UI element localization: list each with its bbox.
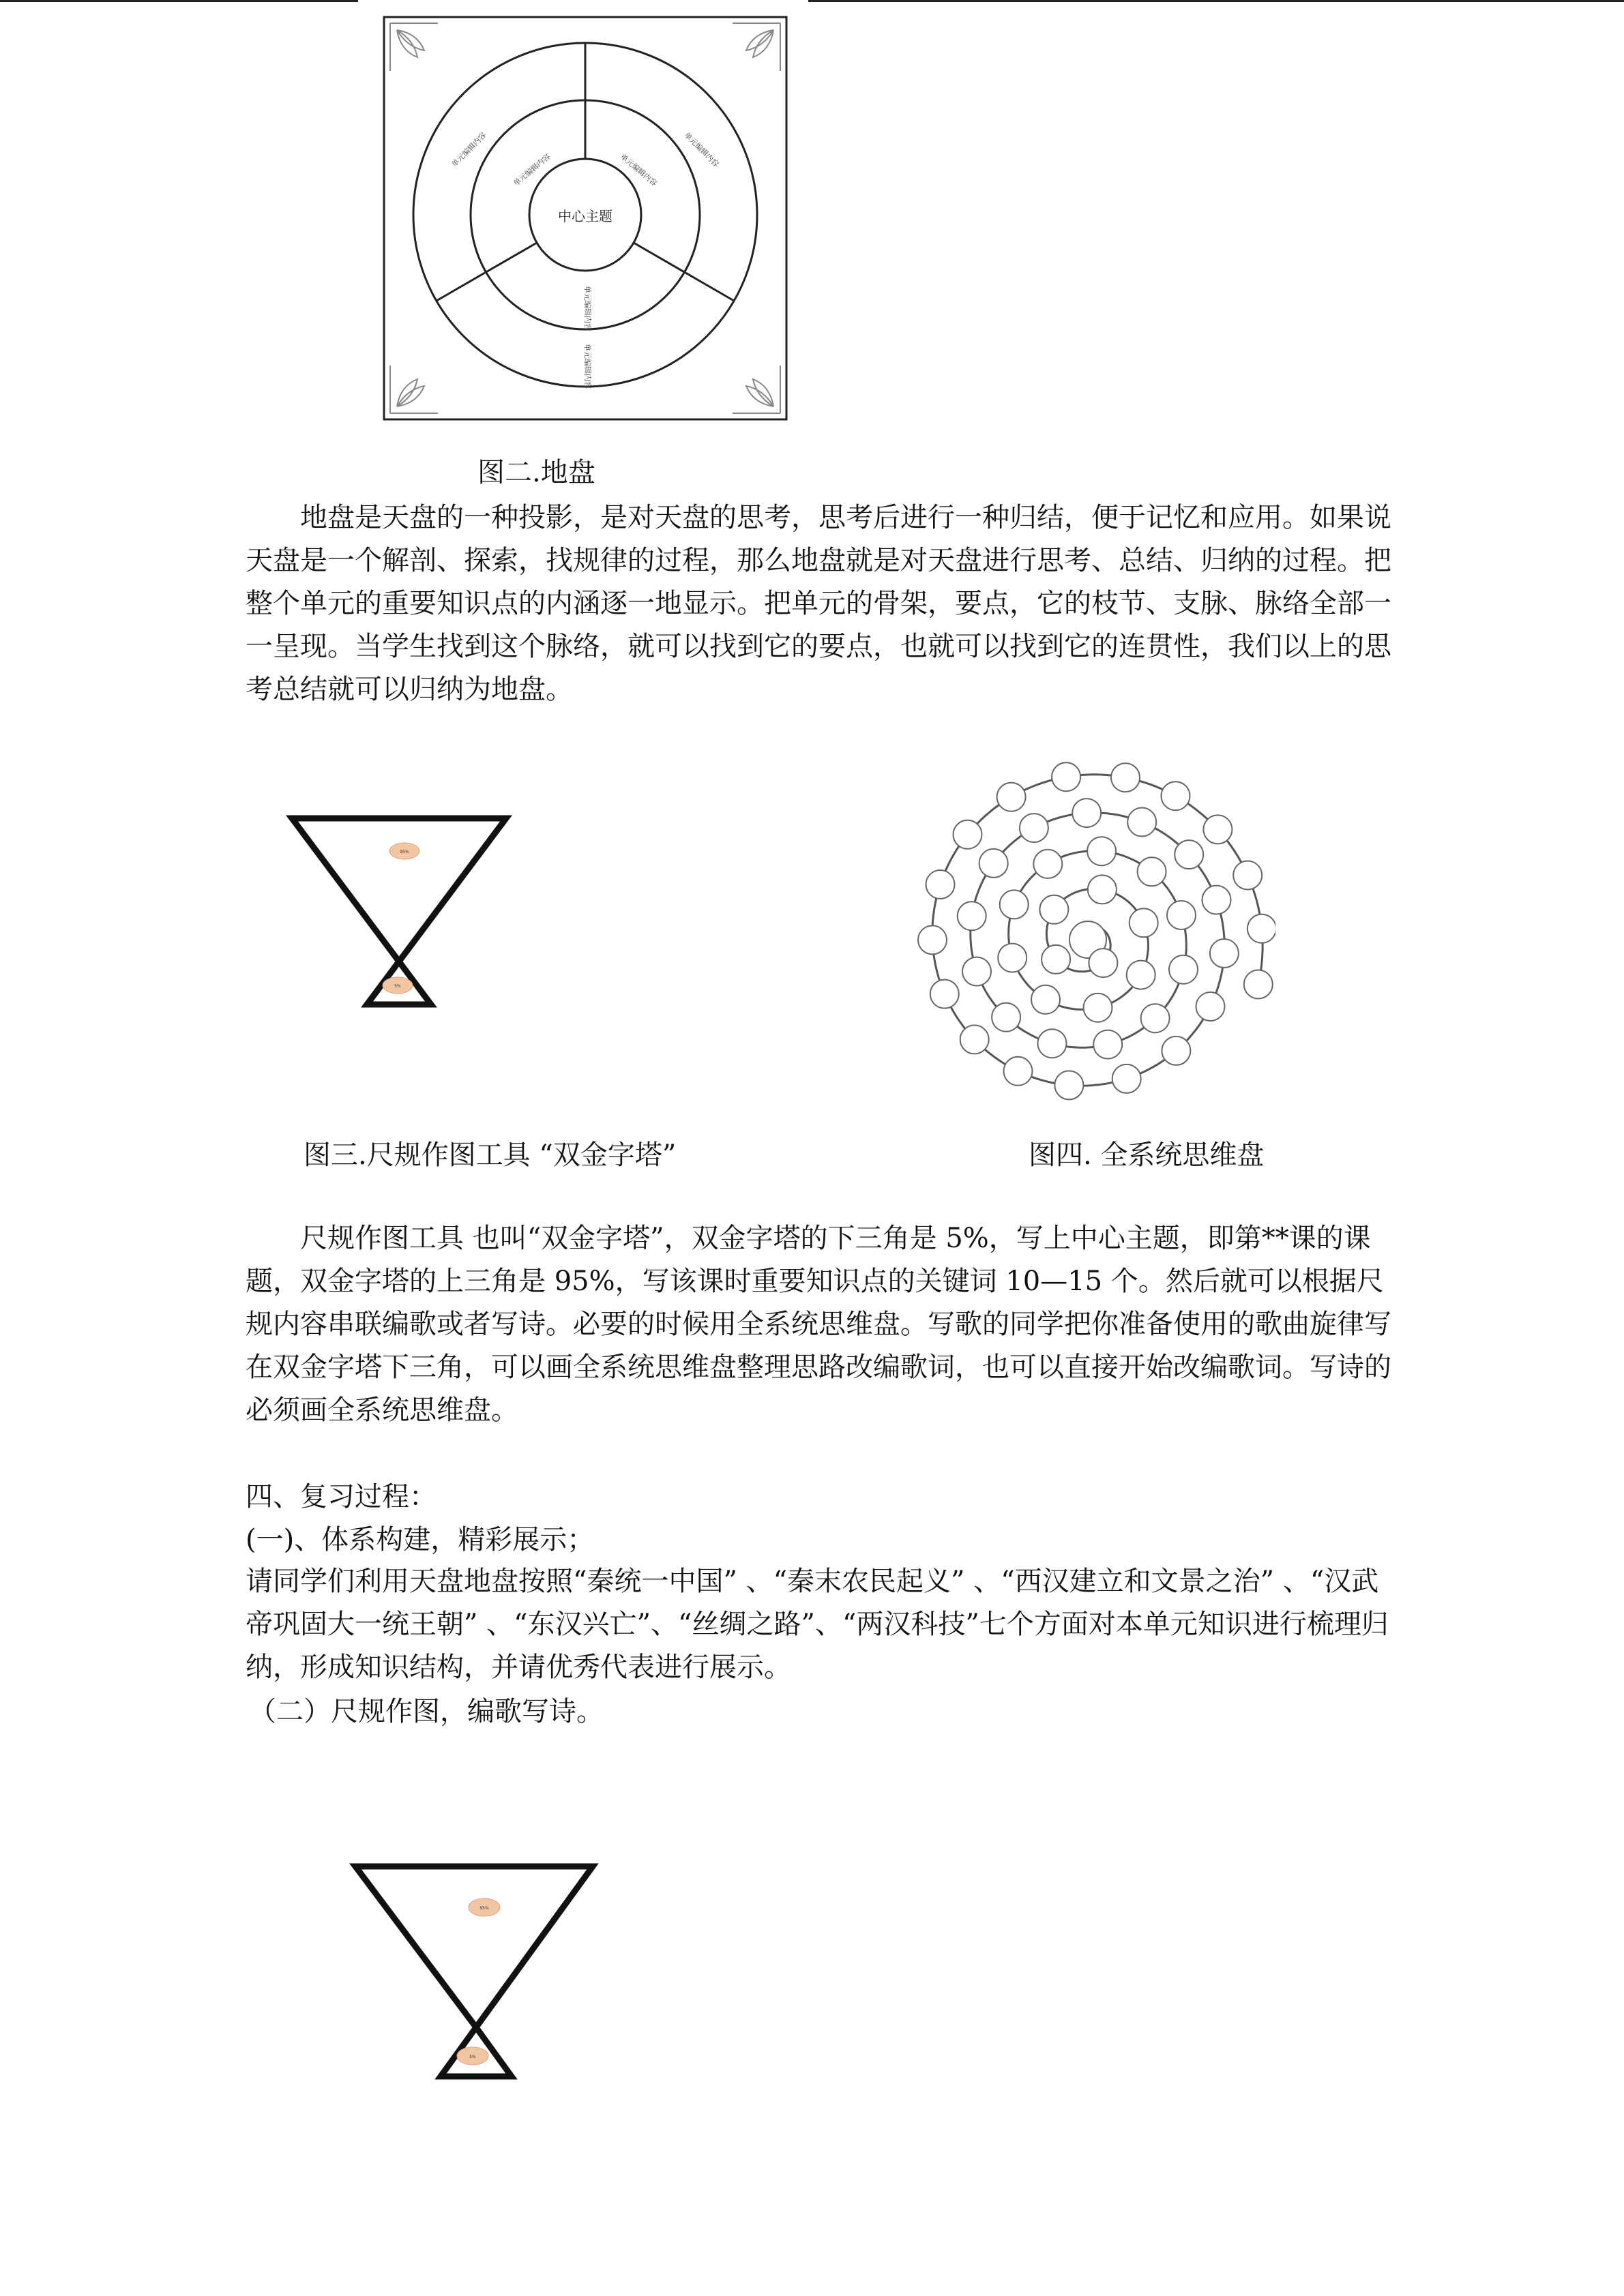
spiral-node xyxy=(1162,781,1190,810)
spiral-node xyxy=(954,820,982,849)
spiral-node xyxy=(1052,762,1080,791)
outer-label-right: 单元编辑内容 xyxy=(682,130,721,169)
section-4-paragraph: 请同学们利用天盘地盘按照“秦统一中国” 、“秦末农民起义” 、“西汉建立和文景之治” 、“汉武帝巩固大一统王朝” 、“东汉兴亡”、“丝绸之路”、“两汉科技”七个方面对本单元知识进行梳理归纳，形成知识结构，并请优秀代表进行展示。 xyxy=(246,1566,1389,1683)
spiral-node xyxy=(1004,1057,1033,1086)
spiral-node xyxy=(1072,799,1101,827)
spiral-node xyxy=(1127,808,1156,837)
spiral-node xyxy=(1089,949,1117,977)
spiral-node xyxy=(1038,1029,1067,1058)
spiral-node xyxy=(1088,875,1117,904)
spiral-node xyxy=(1169,955,1198,984)
spiral-node xyxy=(930,980,959,1009)
spiral-node xyxy=(1112,1064,1141,1093)
spiral-node xyxy=(1196,992,1225,1021)
spiral-node xyxy=(997,783,1026,811)
figure-5-double-pyramid xyxy=(344,1858,604,2090)
spiral-node xyxy=(1033,850,1062,878)
center-topic-label: 中心主题 xyxy=(558,208,612,224)
spiral-node xyxy=(1203,815,1232,844)
figure-3-caption: 图三.尺规作图工具 “双金字塔” xyxy=(304,1139,677,1171)
subsection-1-heading: (一)、体系构建，精彩展示； xyxy=(246,1524,595,1555)
figure-2-diskboard xyxy=(382,15,788,421)
bottom-triangle-label: 5% xyxy=(469,2055,476,2059)
inner-label-bottom: 单元编辑内容 xyxy=(583,286,592,331)
figure-3-double-pyramid xyxy=(276,805,522,1016)
inner-label-right: 单元编辑内容 xyxy=(618,152,659,188)
spiral-node xyxy=(1084,994,1112,1022)
spiral-node xyxy=(1233,861,1262,890)
top-triangle-label: 95% xyxy=(400,850,409,854)
spiral-node xyxy=(926,870,955,899)
inner-label-left: 单元编辑内容 xyxy=(512,152,552,188)
spiral-node xyxy=(1210,939,1239,968)
top-rule-right xyxy=(808,0,1624,2)
spiral-node xyxy=(1054,1071,1083,1099)
spiral-node xyxy=(992,1003,1020,1032)
spiral-node xyxy=(1175,840,1203,869)
spiral-node xyxy=(1020,814,1048,842)
spiral-node xyxy=(1039,895,1068,924)
outer-label-bottom: 单元编辑内容 xyxy=(583,344,592,389)
spiral-node xyxy=(1093,1030,1122,1059)
spiral-node xyxy=(1247,914,1275,943)
section-4-heading: 四、复习过程： xyxy=(246,1481,437,1512)
spiral-node xyxy=(1031,985,1060,1014)
spiral-node xyxy=(960,1025,989,1054)
spiral-node xyxy=(998,944,1027,972)
figure-4-spiral-thinking-disk xyxy=(880,723,1275,1132)
spiral-node xyxy=(1111,763,1140,792)
paragraph-ruler-tool: 尺规作图工具 也叫“双金字塔”，双金字塔的下三角是 5%，写上中心主题，即第**课的课题，双金字塔的上三角是 95%，写该课时重要知识点的关键词 10—15 个。然后就可以根据尺规内容串联编歌或者写诗。必要的时候用全系统思维盘。写歌的同学把你准备使用的歌曲旋律写在双金字塔下三角，可以画全系统思维盘整理思路改编歌词，也可以直接开始改编歌词。写诗的必须画全系统思维盘。 xyxy=(246,1223,1391,1426)
top-rule-left xyxy=(0,0,358,2)
spiral-node xyxy=(1244,970,1273,999)
spiral-node xyxy=(1127,961,1155,989)
spiral-node xyxy=(918,925,947,954)
spiral-node xyxy=(979,849,1008,878)
spiral-node xyxy=(1138,857,1166,886)
paragraph-diskboard: 地盘是天盘的一种投影，是对天盘的思考，思考后进行一种归结，便于记忆和应用。如果说天盘是一个解剖、探索，找规律的过程，那么地盘就是对天盘进行思考、总结、归纳的过程。把整个单元的重要知识点的内涵逐一地显示。把单元的骨架，要点，它的枝节、支脉、脉络全部一一呈现。当学生找到这个脉络，就可以找到它的要点，也就可以找到它的连贯性，我们以上的思考总结就可以归纳为地盘。 xyxy=(246,502,1391,705)
figure-4-caption: 图四. 全系统思维盘 xyxy=(1029,1139,1265,1171)
spiral-node xyxy=(1042,945,1070,974)
subsection-2-heading: （二）尺规作图，编歌写诗。 xyxy=(249,1696,604,1727)
bottom-triangle-label: 5% xyxy=(394,984,401,989)
spiral-node xyxy=(958,901,986,930)
figure-2-caption: 图二.地盘 xyxy=(477,457,595,488)
spiral-node xyxy=(1130,908,1158,937)
spiral-node xyxy=(962,957,991,986)
spiral-node xyxy=(1202,886,1231,914)
spiral-node xyxy=(1141,1004,1170,1032)
spiral-node xyxy=(1000,890,1029,919)
spiral-node xyxy=(1162,1037,1190,1065)
top-triangle-label: 95% xyxy=(479,1906,489,1911)
spiral-node xyxy=(1087,837,1116,865)
spiral-node xyxy=(1167,901,1196,929)
outer-label-left: 单元编辑内容 xyxy=(449,130,488,169)
